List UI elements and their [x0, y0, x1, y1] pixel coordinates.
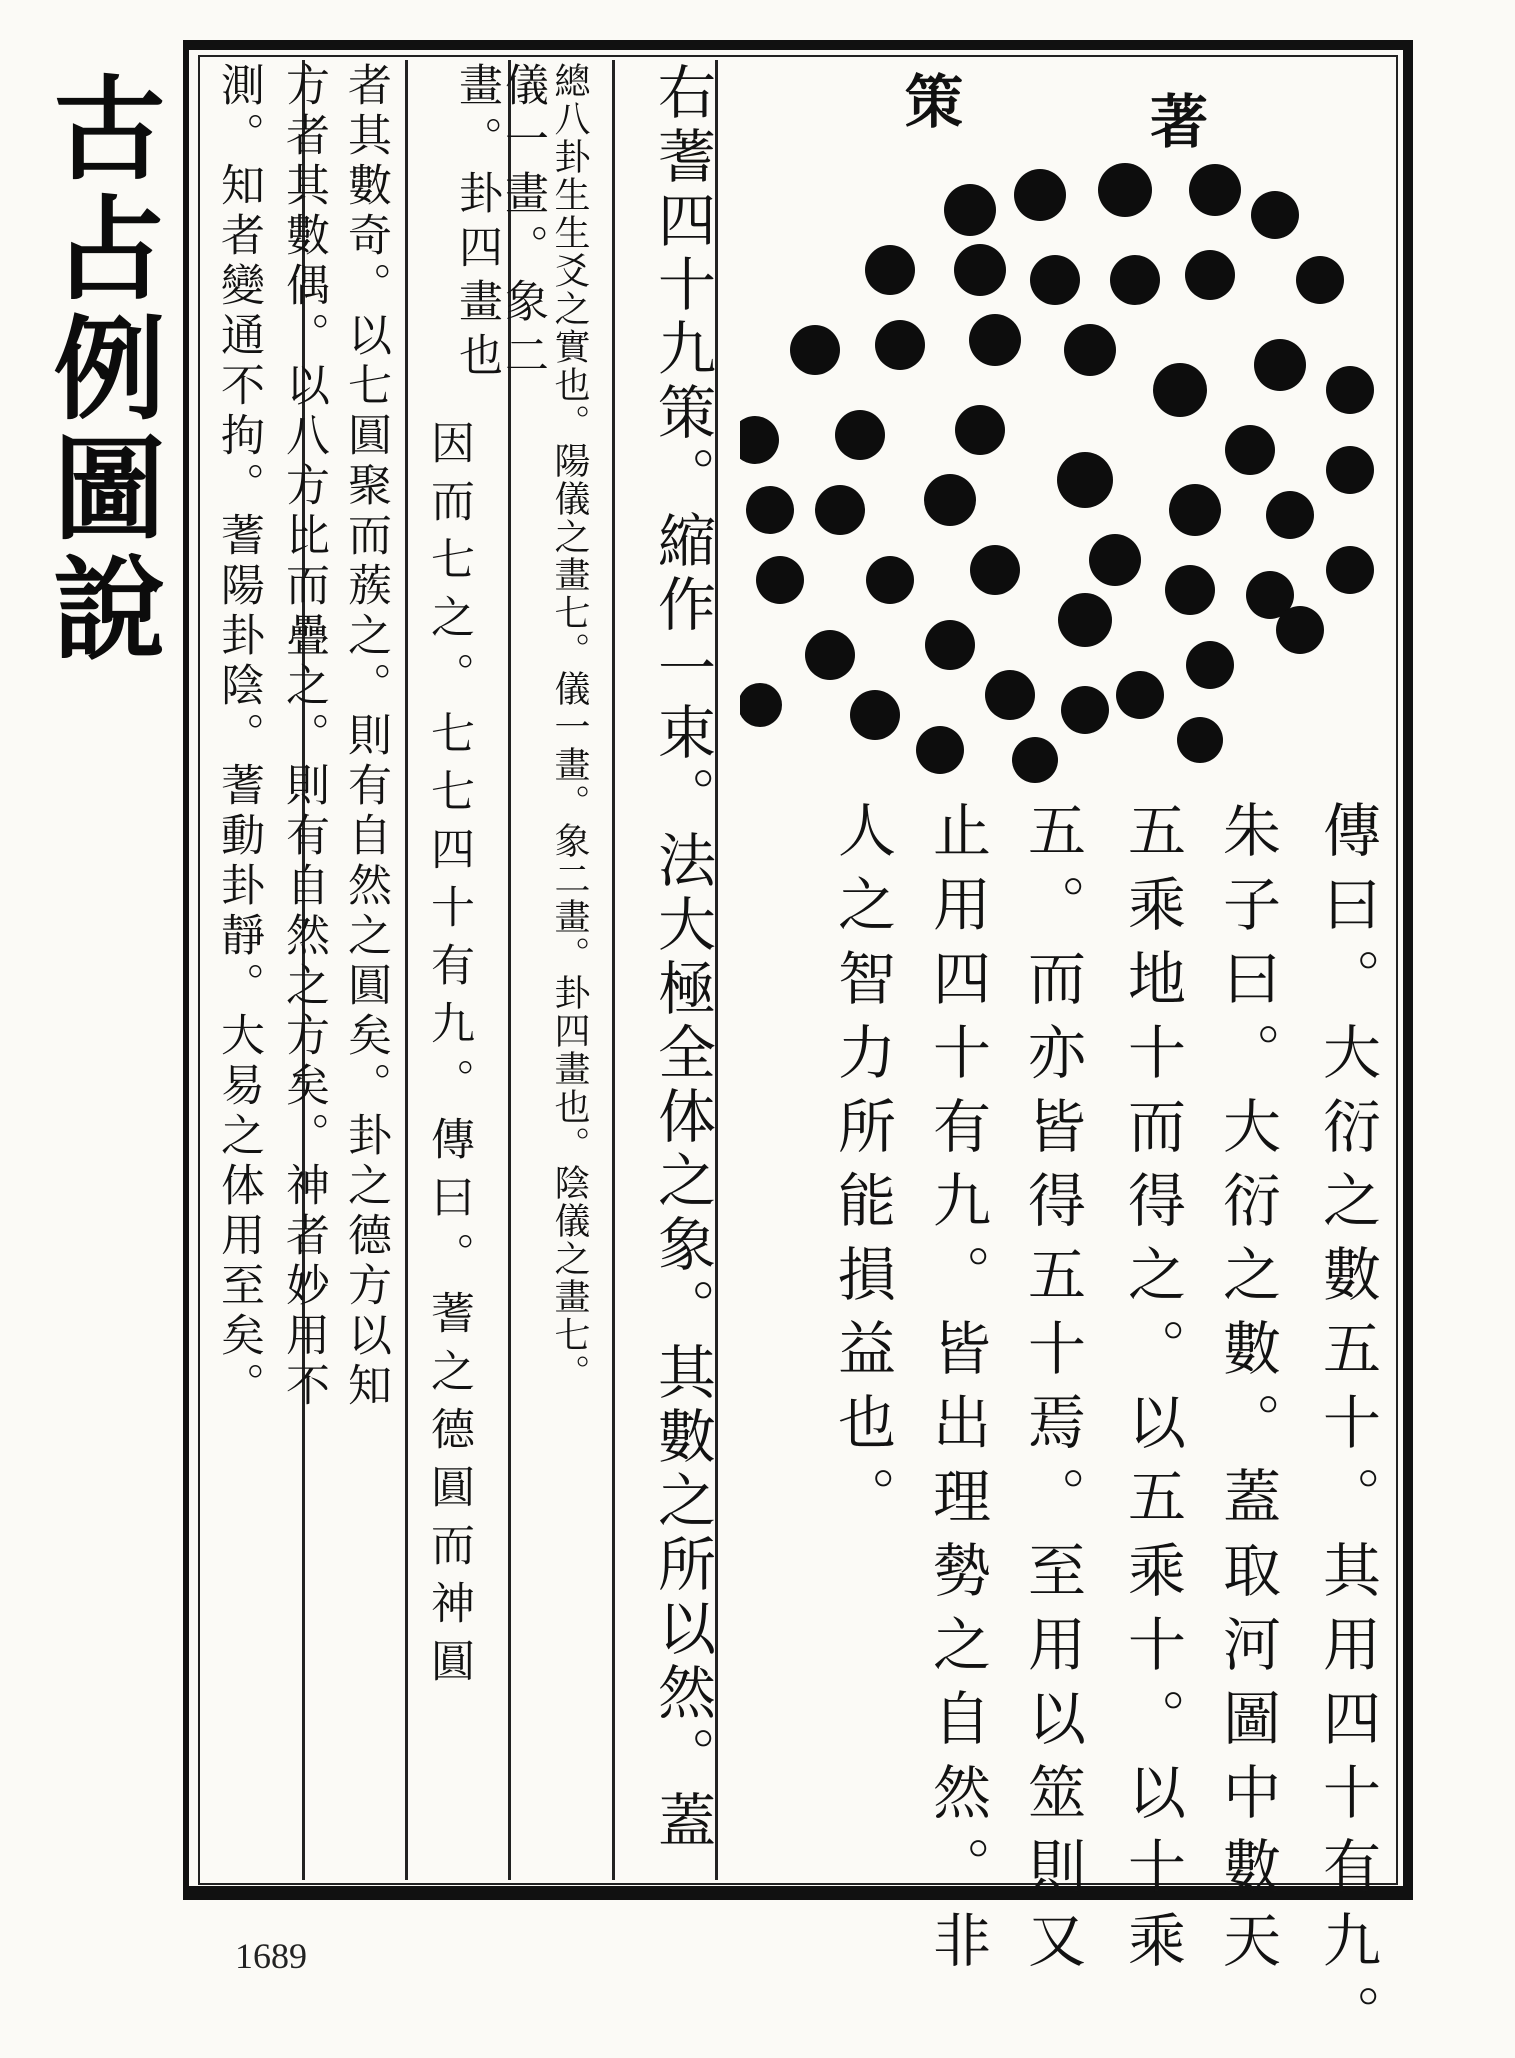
column-ruling — [612, 60, 615, 1880]
commentary-column-4: 五。而亦皆得五十焉。至用以筮則又 — [1018, 800, 1086, 1984]
stalk-dot — [1296, 256, 1344, 304]
stalk-dot — [1225, 425, 1275, 475]
stalk-dot — [1058, 593, 1112, 647]
stalk-dot — [756, 556, 804, 604]
stalk-dot — [1012, 737, 1058, 783]
stalk-dot — [1064, 324, 1116, 376]
main-column-4: 畫。卦四畫也 — [451, 62, 502, 386]
stalk-dot — [805, 630, 855, 680]
page-number: 1689 — [235, 1936, 307, 1976]
main-column-5: 因而七之。七七四十有九。傳曰。蓍之德圓而神圓 — [423, 420, 474, 1696]
stalk-dot — [925, 620, 975, 670]
stalk-dot — [1185, 250, 1235, 300]
stalk-dot — [740, 416, 779, 464]
commentary-column-5: 止用四十有九。皆出理勢之自然。非 — [923, 800, 991, 1984]
main-column-3: 儀一畫。象二 — [497, 62, 548, 386]
commentary-column-1: 傳曰。大衍之數五十。其用四十有九。 — [1313, 800, 1381, 2058]
stalk-dot — [944, 184, 996, 236]
stalk-dot — [1177, 717, 1223, 763]
column-ruling — [405, 60, 408, 1880]
stalk-dot — [955, 405, 1005, 455]
stalk-dot — [740, 683, 782, 727]
stalk-dot — [1266, 491, 1314, 539]
figure-label-shi: 著 — [1150, 88, 1209, 156]
stalk-dot — [1169, 484, 1221, 536]
figure-label-ce: 策 — [905, 68, 964, 136]
stalk-dot — [815, 485, 865, 535]
stalk-dot — [1110, 255, 1160, 305]
stalk-dot — [1189, 164, 1241, 216]
stalk-dot — [875, 320, 925, 370]
stalk-dot — [985, 670, 1035, 720]
stalk-dot — [835, 410, 885, 460]
main-column-1: 右蓍四十九策。縮作一束。法大極全体之象。其數之所以然。蓋 — [648, 62, 716, 1854]
stalk-dot — [924, 474, 976, 526]
stalk-dot — [865, 245, 915, 295]
main-column-2: 總八卦生生爻之實也。陽儀之畫七。儀一畫。象二畫。卦四畫也。陰儀之畫七。 — [549, 62, 590, 1392]
stalk-dot — [1326, 366, 1374, 414]
stalk-dot — [850, 690, 900, 740]
stalk-dot — [1276, 606, 1324, 654]
stalk-dot — [1061, 686, 1109, 734]
stalk-dot — [1014, 169, 1066, 221]
stalk-dot — [1030, 255, 1080, 305]
stalk-dot — [1089, 534, 1141, 586]
stalk-dot — [969, 314, 1021, 366]
stalk-dot — [746, 486, 794, 534]
stalk-dot — [1098, 163, 1152, 217]
stalk-dot — [1251, 191, 1299, 239]
stalk-dot — [1165, 565, 1215, 615]
stalk-dot — [790, 325, 840, 375]
stalk-dot — [970, 545, 1020, 595]
main-column-6: 者其數奇。以七圓聚而蔟之。則有自然之圓矣。卦之德方以知 — [340, 62, 391, 1412]
stalk-dot — [866, 556, 914, 604]
stalk-dot — [1254, 339, 1306, 391]
stalk-dot — [1153, 363, 1207, 417]
stalk-dot — [916, 726, 964, 774]
commentary-column-2: 朱子曰。大衍之數。蓋取河圖中數天 — [1213, 800, 1281, 1984]
stalk-dot — [1326, 546, 1374, 594]
yarrow-stalk-dot-diagram — [740, 150, 1390, 790]
main-column-8: 測。知者變通不拘。蓍陽卦陰。蓍動卦靜。大易之体用至矣。 — [213, 62, 264, 1412]
commentary-column-6: 人之智力所能損益也。 — [828, 800, 896, 1540]
stalk-dot — [1326, 446, 1374, 494]
stalk-dot — [1186, 641, 1234, 689]
side-title: 古占例圖說 — [35, 70, 166, 670]
stalk-dot — [954, 244, 1006, 296]
stalk-dot — [1116, 671, 1164, 719]
main-column-7: 方者其數偶。以八方比而疊之。則有自然之方矣。神者妙用不 — [278, 62, 329, 1412]
commentary-column-3: 五乘地十而得之。以五乘十。以十乘 — [1118, 800, 1186, 1984]
stalk-dot — [1057, 452, 1113, 508]
